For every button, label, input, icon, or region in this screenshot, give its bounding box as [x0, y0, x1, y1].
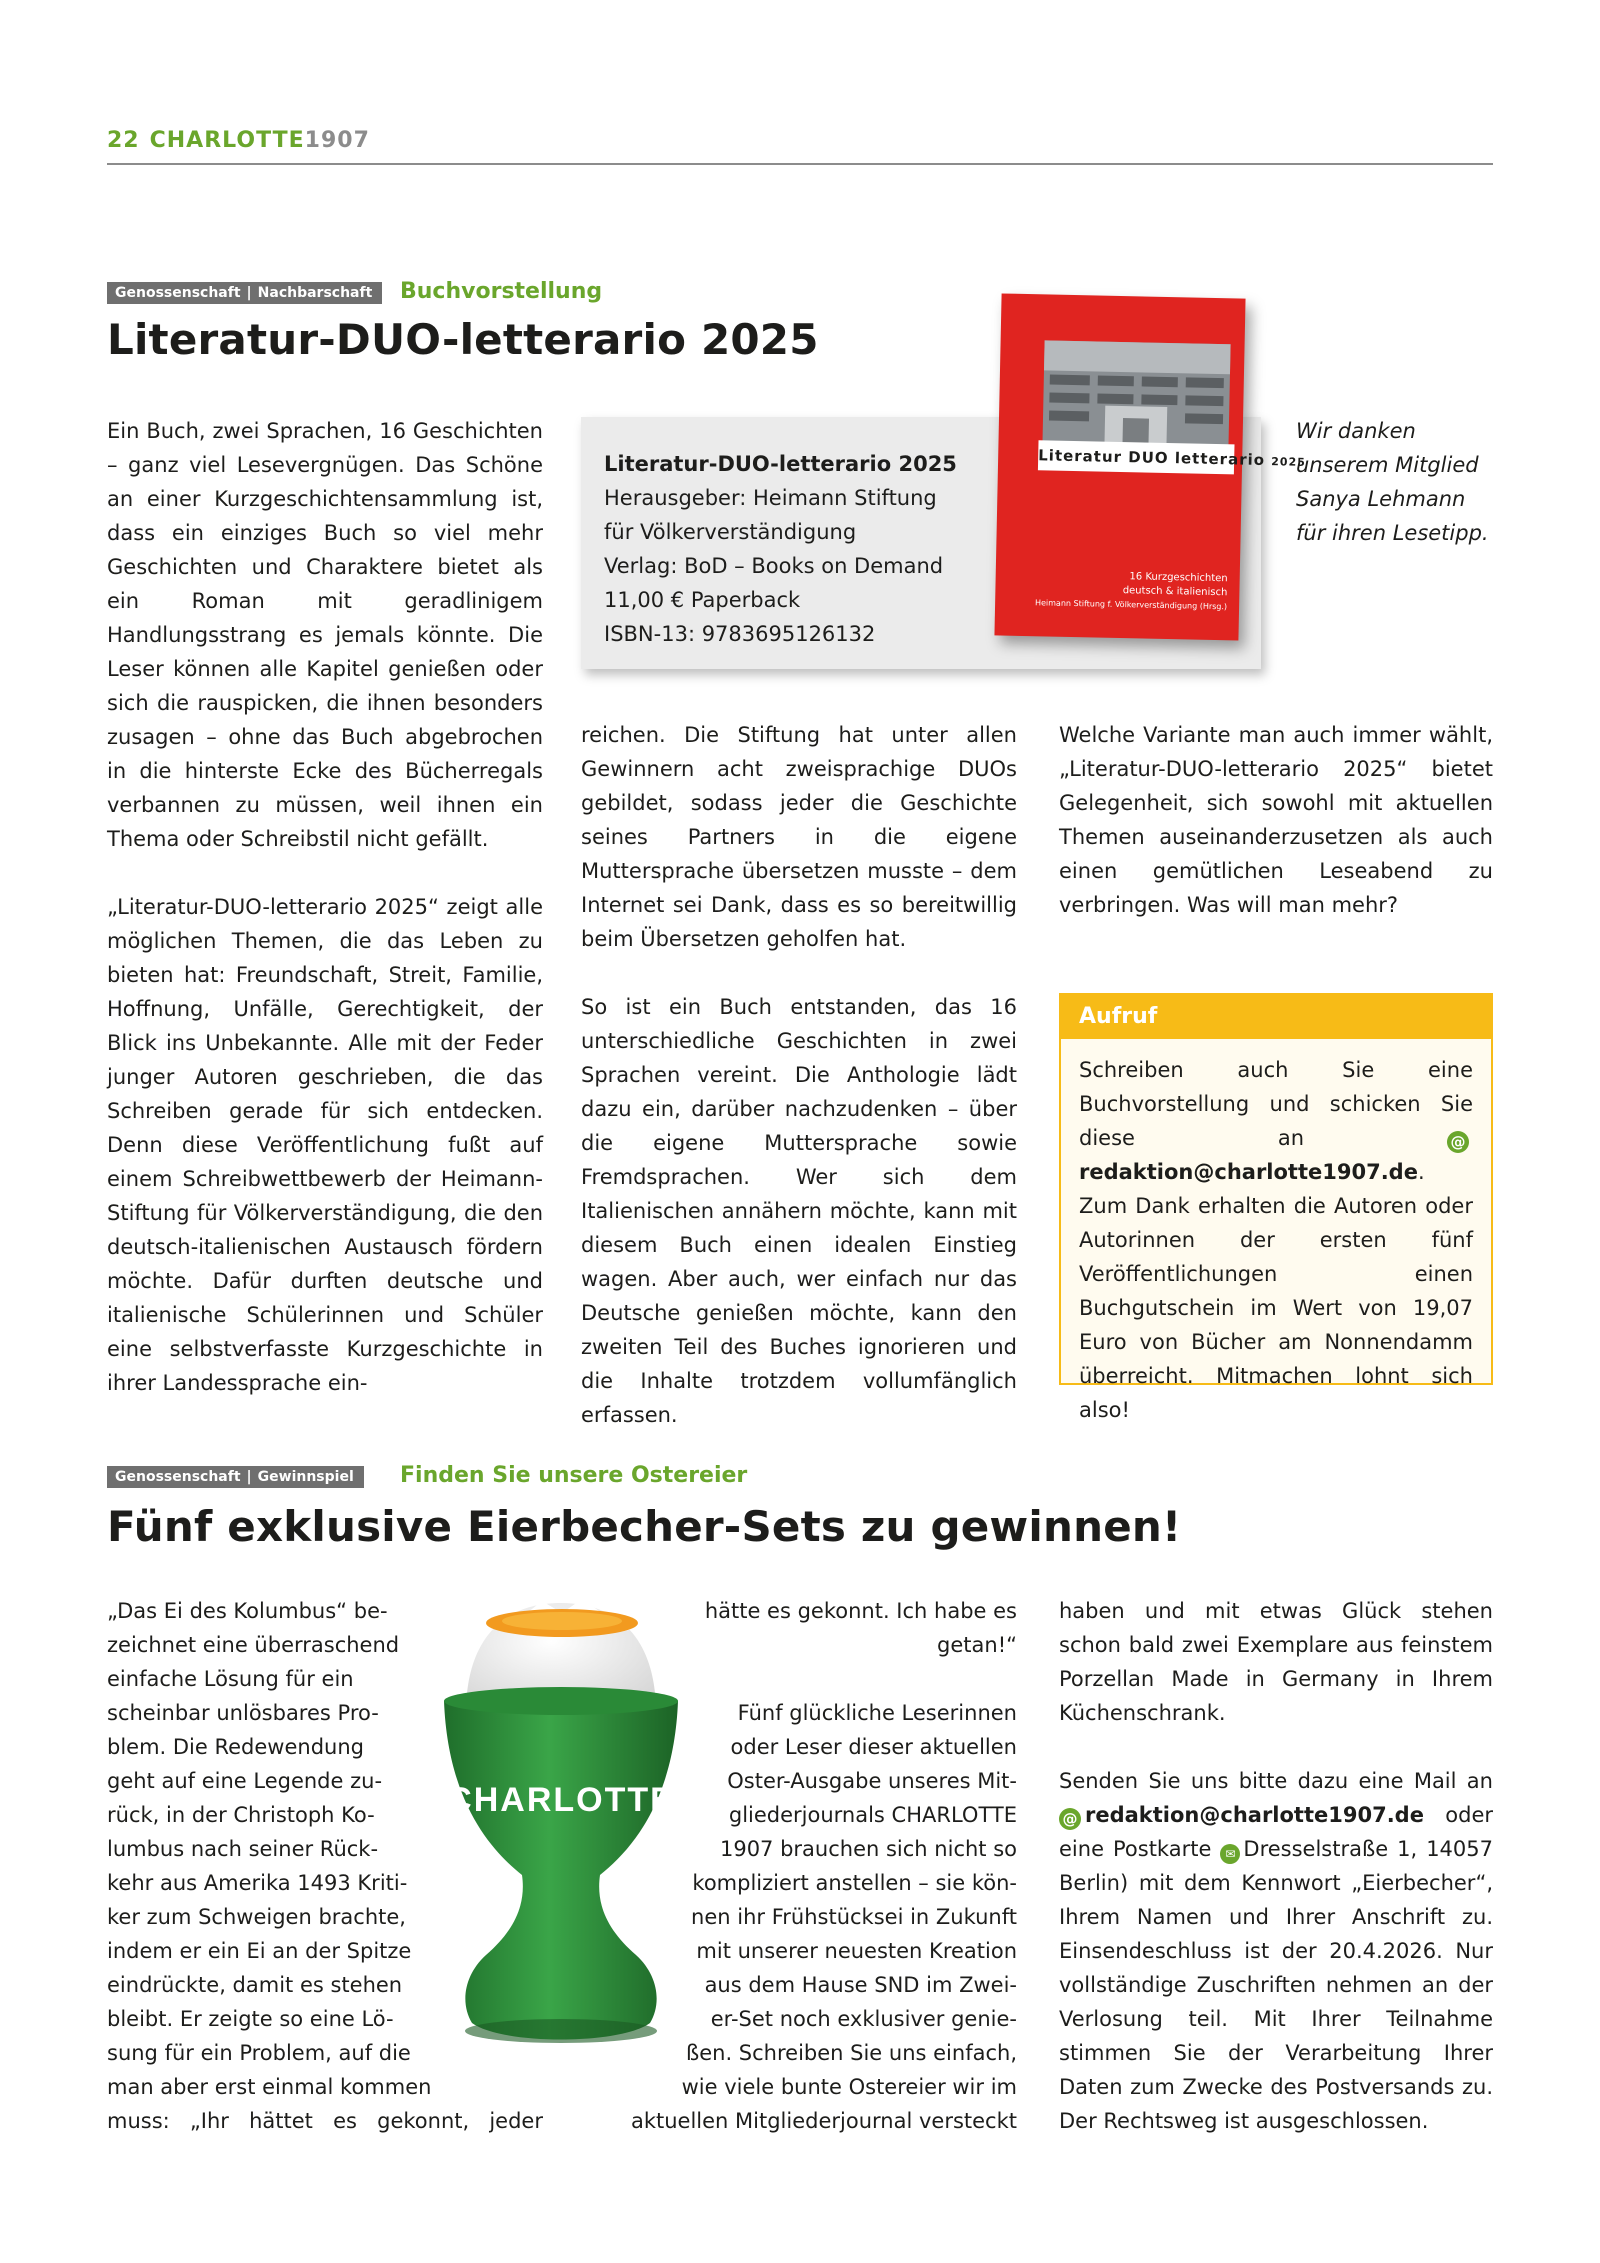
article2-column-1: „Das Ei des Kolumbus“ be- zeichnet eine überraschend einfache Lösung für ein scheinbar unlösbares Pro- blem. Die Redewendung geht auf eine Legende zu- rück, in der Christoph Ko- lumbus nach seiner Rück- kehr aus Amerika 1493 Kriti- ker zum Schweigen brachte, indem er ein Ei an der Spitze eindrückte, damit es stehen bleibt. Er zeigte so eine Lö- sung für ein Problem, auf die man aber erst einmal kommen muss: „Ihr hättet es gekonnt, jeder — [107, 1599, 543, 2133]
paragraph-gap — [581, 1662, 1017, 1696]
page-number: 22 — [107, 128, 140, 153]
article1-headline: Literatur-DUO-letterario 2025 — [107, 315, 819, 364]
article2-column-2: hätte es gekonnt. Ich habe es getan!“ Fünf glückliche Leserinnen oder Leser dieser aktuellen Oster-Ausgabe unseres Mit- gliederjournals CHARLOTTE 1907 brauchen sich nicht so kompliziert anstellen – sie kön- nen ihr Frühstücksei in Zukunft mit unserer neuesten Kreation aus dem Hause SND im Zwei- er-Set noch exklusiver genie- ßen. Schreiben Sie uns einfach, wie viele bunte Ostereier wir im aktuellen Mitgliederjournal versteckt — [581, 1594, 1017, 2138]
section-tag — [107, 1466, 364, 1488]
at-icon: @ — [1059, 1808, 1081, 1830]
book-cover-subtitle: 16 Kurzgeschichten deutsch & italienisch Heimann Stiftung f. Völkerverständigung (Hrsg.) — [1034, 571, 1228, 612]
paragraph: Ein Buch, zwei Sprachen, 16 Geschichten – ganz viel Lesevergnügen. Das Schöne an einer Kurzgeschichtensammlung ist, dass ein einziges Buch so viel mehr Geschichten und Charaktere bietet als ein Roman mit geradlinigem Handlungsstrang es jemals könnte. Die Leser können alle Kapitel genießen oder sich die rauspicken, die ihnen besonders zusagen – ohne das Buch abgebrochen in die hinterste Ecke des Bücherregals verbannen zu müssen, weil ihnen ein Thema oder Schreibstil nicht gefällt. — [107, 419, 543, 851]
article1-kicker: Buchvorstellung — [400, 279, 603, 304]
paragraph: Welche Variante man auch immer wählt, „Literatur-DUO-letterario 2025“ bietet Gelegenheit, sich sowohl mit aktuellen Themen auseinanderzusetzen als auch einen gemütlichen Leseabend zu verbringen. Was will man mehr? — [1059, 723, 1493, 917]
tag-separator: | — [246, 1469, 252, 1485]
paragraph: reichen. Die Stiftung hat unter allen Gewinnern acht zweisprachige DUOs gebildet, sodass jeder die Geschichte seines Partners in die eigene Muttersprache übersetzen musste – dem Internet sei Dank, dass es so bereitwillig beim Übersetzen geholfen hat. — [581, 723, 1017, 951]
library-photo-image — [1042, 340, 1230, 452]
tag-left: Genossenschaft — [115, 1469, 241, 1485]
running-header — [107, 128, 370, 153]
info-title: Literatur-DUO-letterario 2025 — [604, 452, 957, 476]
article2-kicker: Finden Sie unsere Ostereier — [400, 1463, 748, 1488]
paragraph: haben und mit etwas Glück stehen schon bald zwei Exemplare aus feinstem Porzellan Made in Germany in Ihrem Küchenschrank. — [1059, 1599, 1493, 1725]
paragraph: Senden Sie uns bitte dazu eine Mail an @ redaktion@charlotte1907.de oder eine Postkarte ✉ Dresselstraße 1, 14057 Berlin) mit dem Kennwort „Eierbecher“, Ihrem Namen und Ihrer Anschrift zu. Einsendeschluss ist der 20.4.2026. Nur vollständige Zuschriften nehmen an der Verlosung teil. Mit Ihrer Teilnahme stimmen Sie der Verarbeitung Ihrer Daten zum Zwecke des Postversands zu. Der Rechtsweg ist ausgeschlossen. — [1059, 1769, 1493, 2133]
tag-separator: | — [246, 285, 252, 301]
info-isbn: ISBN-13: 9783695126132 — [604, 622, 876, 646]
paragraph: „Literatur-DUO-letterario 2025“ zeigt alle möglichen Themen, die das Leben zu bieten hat: Freundschaft, Streit, Familie, Hoffnung, Unfälle, Gerechtigkeit, der Blick ins Unbekannte. Alle mit der Feder junger Autoren geschrieben, die das Schreiben gerade für sich entdecken. Denn diese Veröffentlichung fußt auf einem Schreibwettbewerb der Heimann-Stiftung für Völkerverständigung, die den deutsch-italienischen Austausch fördern möchte. Dafür durften deutsche und italienische Schülerinnen und Schüler eine selbstverfasste Kurzgeschichte in ihrer Landessprache ein- — [107, 895, 543, 1395]
tag-left: Genossenschaft — [115, 285, 241, 301]
tag-right: Nachbarschaft — [257, 285, 373, 301]
aufruf-email-link[interactable]: redaktion@charlotte1907.de — [1079, 1160, 1418, 1184]
envelope-icon: ✉ — [1220, 1844, 1240, 1864]
at-icon: @ — [1447, 1131, 1469, 1153]
book-cover — [994, 293, 1306, 640]
brand-name: CHARLOTTE — [149, 128, 305, 153]
brand-year: 1907 — [304, 128, 370, 153]
aufruf-text: Schreiben auch Sie eine Buchvorstellung und schicken Sie diese an @redaktion@charlotte1907.de. Zum Dank erhalten die Autoren oder Autorinnen der ersten fünf Veröffentlichungen einen Buchgutschein im Wert von 19,07 Euro von Bücher am Nonnendamm überreicht. Mitmachen lohnt sich also! — [1079, 1058, 1473, 1422]
article2-column-3 — [1059, 1594, 1493, 2138]
thanks-note: Wir danken unserem Mitglied Sanya Lehmann für ihren Lesetipp. — [1296, 419, 1489, 545]
info-publisher: Herausgeber: Heimann Stiftung — [604, 486, 937, 510]
info-price: 11,00 € Paperback — [604, 588, 801, 612]
tag-right: Gewinnspiel — [257, 1469, 354, 1485]
eggcup-label: CHARLOTTE — [447, 1781, 675, 1819]
paragraph: So ist ein Buch entstanden, das 16 unterschiedliche Geschichten in zwei Sprachen vereint. Die Anthologie lädt dazu ein, darüber nachzudenken – über die eigene Muttersprache sowie Fremdsprachen. Wer sich dem Italienischen annähern möchte, kann mit diesem Buch einen idealen Einstieg wagen. Aber auch, wer einfach nur das Deutsche genießen möchte, kann den zweiten Teil des Buches ignorieren und die Inhalte trotzdem vollumfänglich erfassen. — [581, 995, 1017, 1427]
article2-email-link[interactable]: redaktion@charlotte1907.de — [1085, 1803, 1424, 1827]
info-verlag: Verlag: BoD – Books on Demand — [604, 554, 944, 578]
article1-column-3 — [1059, 718, 1493, 922]
aufruf-title: Aufruf — [1061, 995, 1491, 1039]
info-publisher-2: für Völkerverständigung — [604, 520, 857, 544]
article2-headline: Fünf exklusive Eierbecher-Sets zu gewinnen! — [107, 1502, 1182, 1551]
article1-column-1 — [107, 414, 543, 1400]
book-cover-title: Literatur DUO letterario 2025 — [1038, 440, 1235, 474]
section-tag — [107, 282, 382, 304]
aufruf-box — [1059, 993, 1493, 1422]
header-rule — [107, 163, 1493, 165]
article1-column-2 — [581, 718, 1017, 1432]
